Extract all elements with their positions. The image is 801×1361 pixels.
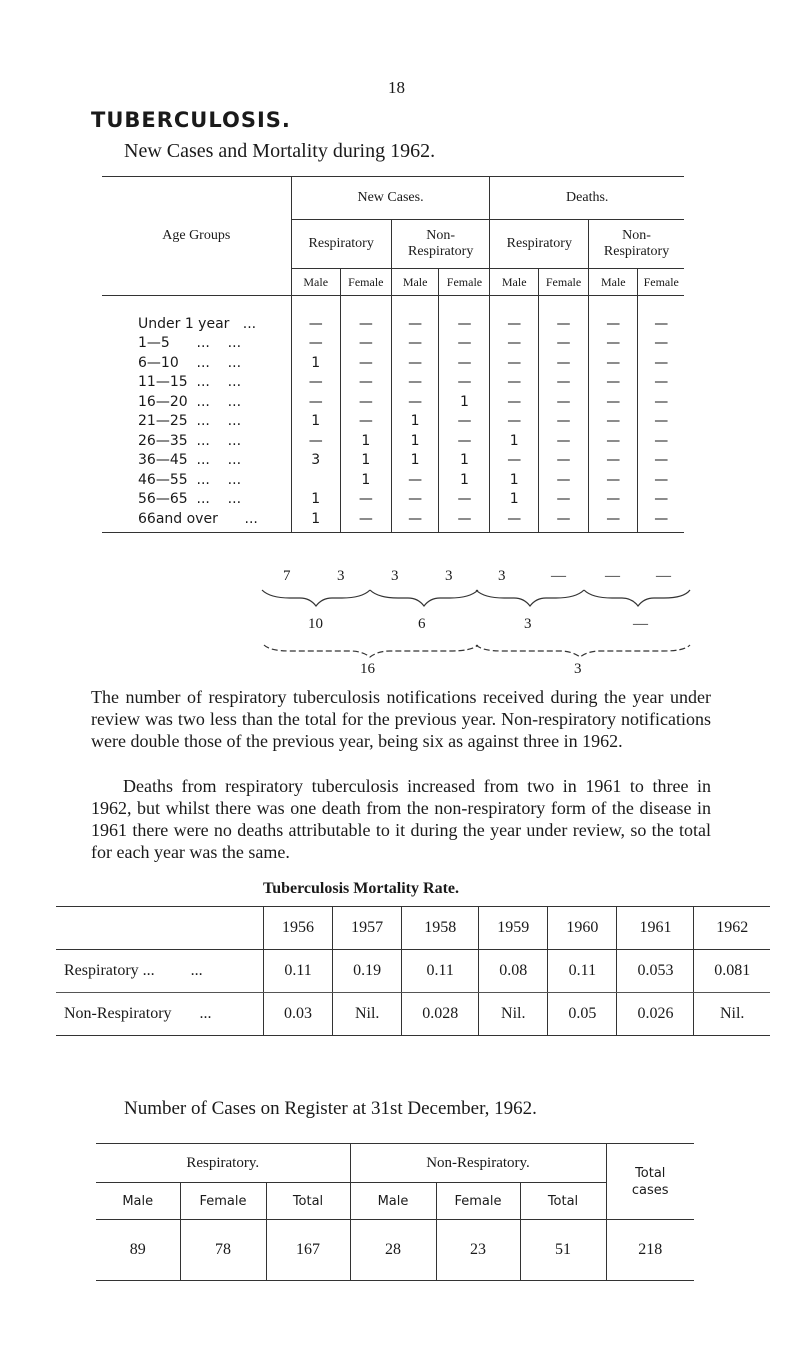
age-row-value: — — [391, 490, 439, 510]
age-row-value: — — [291, 431, 340, 451]
column-total: 3 — [498, 568, 506, 584]
male-header: Male — [589, 269, 638, 296]
age-row-value: — — [538, 373, 588, 393]
age-row-value: 1 — [490, 431, 538, 451]
grand-total: 3 — [574, 661, 582, 677]
age-row-value: — — [538, 314, 588, 334]
age-row-value: — — [340, 373, 391, 393]
mortality-row — [56, 993, 770, 1036]
mortality-table — [56, 906, 770, 1036]
age-group-label: 46—55 ... ... — [138, 471, 242, 488]
age-group-label: 16—20 ... ... — [138, 393, 242, 410]
age-row-value: — — [340, 490, 391, 510]
age-row-value: — — [538, 470, 588, 490]
register-subheader: Total — [266, 1183, 350, 1220]
age-row-value: 1 — [490, 490, 538, 510]
age-row-value: — — [490, 314, 538, 334]
new-respiratory-header: Respiratory — [291, 220, 391, 269]
mortality-rate-value: 0.03 — [264, 993, 333, 1036]
age-row-value: — — [490, 334, 538, 354]
age-row-value: — — [538, 451, 588, 471]
mortality-rate-value: 0.08 — [479, 950, 548, 993]
age-row-value: 1 — [439, 451, 490, 471]
age-group-label: 1—5 ... ... — [138, 335, 242, 352]
male-header: Male — [291, 269, 340, 296]
age-row-value: 1 — [391, 431, 439, 451]
register-table — [96, 1143, 694, 1281]
age-row-value: 1 — [340, 451, 391, 471]
register-value: 28 — [350, 1220, 436, 1281]
mortality-rate-value: 0.053 — [617, 950, 694, 993]
page-heading: TUBERCULOSIS. — [91, 108, 291, 132]
age-row-value: — — [589, 392, 638, 412]
column-total: 7 — [283, 568, 291, 584]
mortality-rate-value: Nil. — [694, 993, 770, 1036]
age-row-value: — — [589, 353, 638, 373]
mortality-rate-value: Nil. — [333, 993, 402, 1036]
age-row-value: 1 — [291, 353, 340, 373]
age-row-value: — — [391, 353, 439, 373]
deaths-header: Deaths. — [490, 177, 684, 220]
age-row-value: — — [391, 334, 439, 354]
age-groups-header: Age Groups — [162, 228, 231, 243]
age-row-value: — — [291, 373, 340, 393]
age-row-value: — — [589, 451, 638, 471]
year-header: 1958 — [402, 907, 479, 950]
brace-new-non-respiratory — [370, 590, 478, 606]
age-row-value: — — [439, 412, 490, 432]
age-row-value: — — [589, 314, 638, 334]
female-header: Female — [638, 269, 684, 296]
year-header: 1956 — [264, 907, 333, 950]
register-non-respiratory-header: Non-Respiratory. — [350, 1144, 606, 1183]
register-total-cases-header: Total cases — [606, 1144, 694, 1220]
age-row-value: — — [638, 334, 684, 354]
age-row-value: 1 — [291, 509, 340, 529]
age-row-value: — — [638, 353, 684, 373]
age-row-value: — — [340, 392, 391, 412]
column-total: — — [656, 568, 671, 584]
age-row-value: — — [589, 470, 638, 490]
year-header: 1957 — [333, 907, 402, 950]
age-row-value: — — [589, 373, 638, 393]
register-value: 78 — [180, 1220, 266, 1281]
age-row-value: 1 — [490, 470, 538, 490]
age-row-value: — — [291, 392, 340, 412]
mortality-row — [56, 950, 770, 993]
age-row-value: — — [589, 490, 638, 510]
age-row-value: — — [391, 314, 439, 334]
age-row-value: — — [439, 373, 490, 393]
age-row-value: 1 — [391, 451, 439, 471]
age-group-label: 36—45 ... ... — [138, 452, 242, 469]
new-non-respiratory-header: Non- Respiratory — [391, 220, 490, 269]
page-subheading: New Cases and Mortality during 1962. — [124, 140, 436, 162]
column-total: 3 — [337, 568, 345, 584]
brace-new-total — [264, 645, 478, 657]
age-row-value: — — [391, 509, 439, 529]
male-header: Male — [490, 269, 538, 296]
age-row-value: — — [638, 392, 684, 412]
age-group-label: 11—15 ... ... — [138, 374, 242, 391]
age-row-value: — — [638, 490, 684, 510]
age-row-value: — — [291, 314, 340, 334]
age-row-value: 3 — [291, 451, 340, 471]
female-header: Female — [340, 269, 391, 296]
female-header: Female — [538, 269, 588, 296]
age-row-value: — — [538, 353, 588, 373]
register-subheader: Total — [520, 1183, 606, 1220]
age-group-label: 21—25 ... ... — [138, 413, 242, 430]
deaths-non-respiratory-header: Non- Respiratory — [589, 220, 684, 269]
register-value: 23 — [436, 1220, 520, 1281]
age-row-value: — — [340, 314, 391, 334]
register-subheader: Female — [180, 1183, 266, 1220]
age-row-value: 1 — [391, 412, 439, 432]
age-group-label: 6—10 ... ... — [138, 354, 242, 371]
age-row-value: — — [340, 334, 391, 354]
register-subheader: Male — [350, 1183, 436, 1220]
paragraph-deaths: Deaths from respiratory tuberculosis increased from two in 1961 to three in 1962, but whilst there was one death from the non-respiratory form of the disease in 1961 there were no deaths attributable to it during the year under review, so the total for each year was the same. — [91, 776, 711, 862]
age-row-value: 1 — [291, 490, 340, 510]
age-group-label: 56—65 ... ... — [138, 491, 242, 508]
grand-total: 16 — [360, 661, 375, 677]
new-cases-header: New Cases. — [291, 177, 490, 220]
age-row-value: — — [490, 412, 538, 432]
mortality-rate-value: 0.19 — [333, 950, 402, 993]
column-total: — — [605, 568, 620, 584]
pair-total: 6 — [418, 616, 426, 632]
age-row-value: 1 — [439, 392, 490, 412]
age-row-value: 1 — [340, 470, 391, 490]
register-value: 89 — [96, 1220, 180, 1281]
column-total: — — [551, 568, 566, 584]
column-total: 3 — [391, 568, 399, 584]
age-row-value: 1 — [439, 470, 490, 490]
age-row-value: — — [638, 509, 684, 529]
age-row-value: — — [638, 470, 684, 490]
pair-total: 3 — [524, 616, 532, 632]
age-row-value: — — [391, 470, 439, 490]
mortality-table-title: Tuberculosis Mortality Rate. — [263, 880, 459, 897]
age-row-value: — — [638, 412, 684, 432]
brace-new-respiratory — [262, 590, 370, 606]
age-row-value: — — [490, 509, 538, 529]
age-row-value: — — [589, 412, 638, 432]
age-row-value: 1 — [340, 431, 391, 451]
paragraph-notifications: The number of respiratory tuberculosis notifications received during the year under review was two less than the total for the previous year. Non-respiratory notifications were double those of the previous year, being six as against three in 1962. — [91, 687, 711, 751]
register-value: 167 — [266, 1220, 350, 1281]
age-group-label: Under 1 year ... — [138, 315, 257, 332]
female-header: Female — [439, 269, 490, 296]
register-subheader: Female — [436, 1183, 520, 1220]
register-value: 218 — [606, 1220, 694, 1281]
register-respiratory-header: Respiratory. — [96, 1144, 350, 1183]
age-group-label: 26—35 ... ... — [138, 432, 242, 449]
age-row-value: — — [439, 334, 490, 354]
column-total: 3 — [445, 568, 453, 584]
mortality-rate-value: 0.11 — [548, 950, 617, 993]
pair-total: 10 — [308, 616, 323, 632]
brace-deaths-total — [476, 645, 690, 657]
age-row-value: — — [589, 509, 638, 529]
age-row-value: — — [589, 431, 638, 451]
brace-deaths-non-respiratory — [584, 590, 690, 606]
age-row-value: — — [638, 373, 684, 393]
age-row-value: — — [538, 431, 588, 451]
age-row-value: — — [340, 353, 391, 373]
total-braces — [0, 0, 801, 680]
mortality-rate-value: 0.11 — [264, 950, 333, 993]
mortality-rate-value: Nil. — [479, 993, 548, 1036]
mortality-row-label: Non-Respiratory ... — [56, 993, 264, 1036]
age-row-value: — — [638, 431, 684, 451]
age-row-value: — — [538, 334, 588, 354]
age-row-value: — — [638, 314, 684, 334]
year-header: 1959 — [479, 907, 548, 950]
mortality-rate-value: 0.081 — [694, 950, 770, 993]
brace-deaths-respiratory — [476, 590, 584, 606]
age-row-value: — — [439, 314, 490, 334]
mortality-rate-value: 0.11 — [402, 950, 479, 993]
pair-total: — — [633, 616, 648, 632]
age-row-value: — — [490, 392, 538, 412]
age-row-value: — — [538, 412, 588, 432]
male-header: Male — [391, 269, 439, 296]
age-row-value: — — [439, 431, 490, 451]
mortality-rate-value: 0.026 — [617, 993, 694, 1036]
age-row-value: — — [391, 392, 439, 412]
year-header: 1960 — [548, 907, 617, 950]
age-row-value: — — [589, 334, 638, 354]
age-group-label: 66and over ... — [138, 510, 258, 527]
mortality-row-label: Respiratory ... ... — [56, 950, 264, 993]
age-row-value: — — [439, 353, 490, 373]
age-row-value: — — [391, 373, 439, 393]
year-header: 1961 — [617, 907, 694, 950]
age-row-value: — — [439, 490, 490, 510]
age-row-value: — — [340, 509, 391, 529]
age-row-value: — — [538, 509, 588, 529]
age-row-value: — — [490, 353, 538, 373]
age-row-value: 1 — [291, 412, 340, 432]
age-row-value: — — [538, 490, 588, 510]
register-table-title: Number of Cases on Register at 31st December, 1962. — [124, 1098, 537, 1119]
register-subheader: Male — [96, 1183, 180, 1220]
age-row-value: — — [490, 451, 538, 471]
deaths-respiratory-header: Respiratory — [490, 220, 589, 269]
mortality-rate-value: 0.028 — [402, 993, 479, 1036]
age-row-value: — — [538, 392, 588, 412]
age-row-value: — — [439, 509, 490, 529]
age-row-value: — — [291, 334, 340, 354]
age-row-value: — — [490, 373, 538, 393]
page-number: 18 — [388, 78, 405, 97]
register-value: 51 — [520, 1220, 606, 1281]
age-row-value: — — [340, 412, 391, 432]
mortality-rate-value: 0.05 — [548, 993, 617, 1036]
age-row-value: — — [638, 451, 684, 471]
year-header: 1962 — [694, 907, 770, 950]
